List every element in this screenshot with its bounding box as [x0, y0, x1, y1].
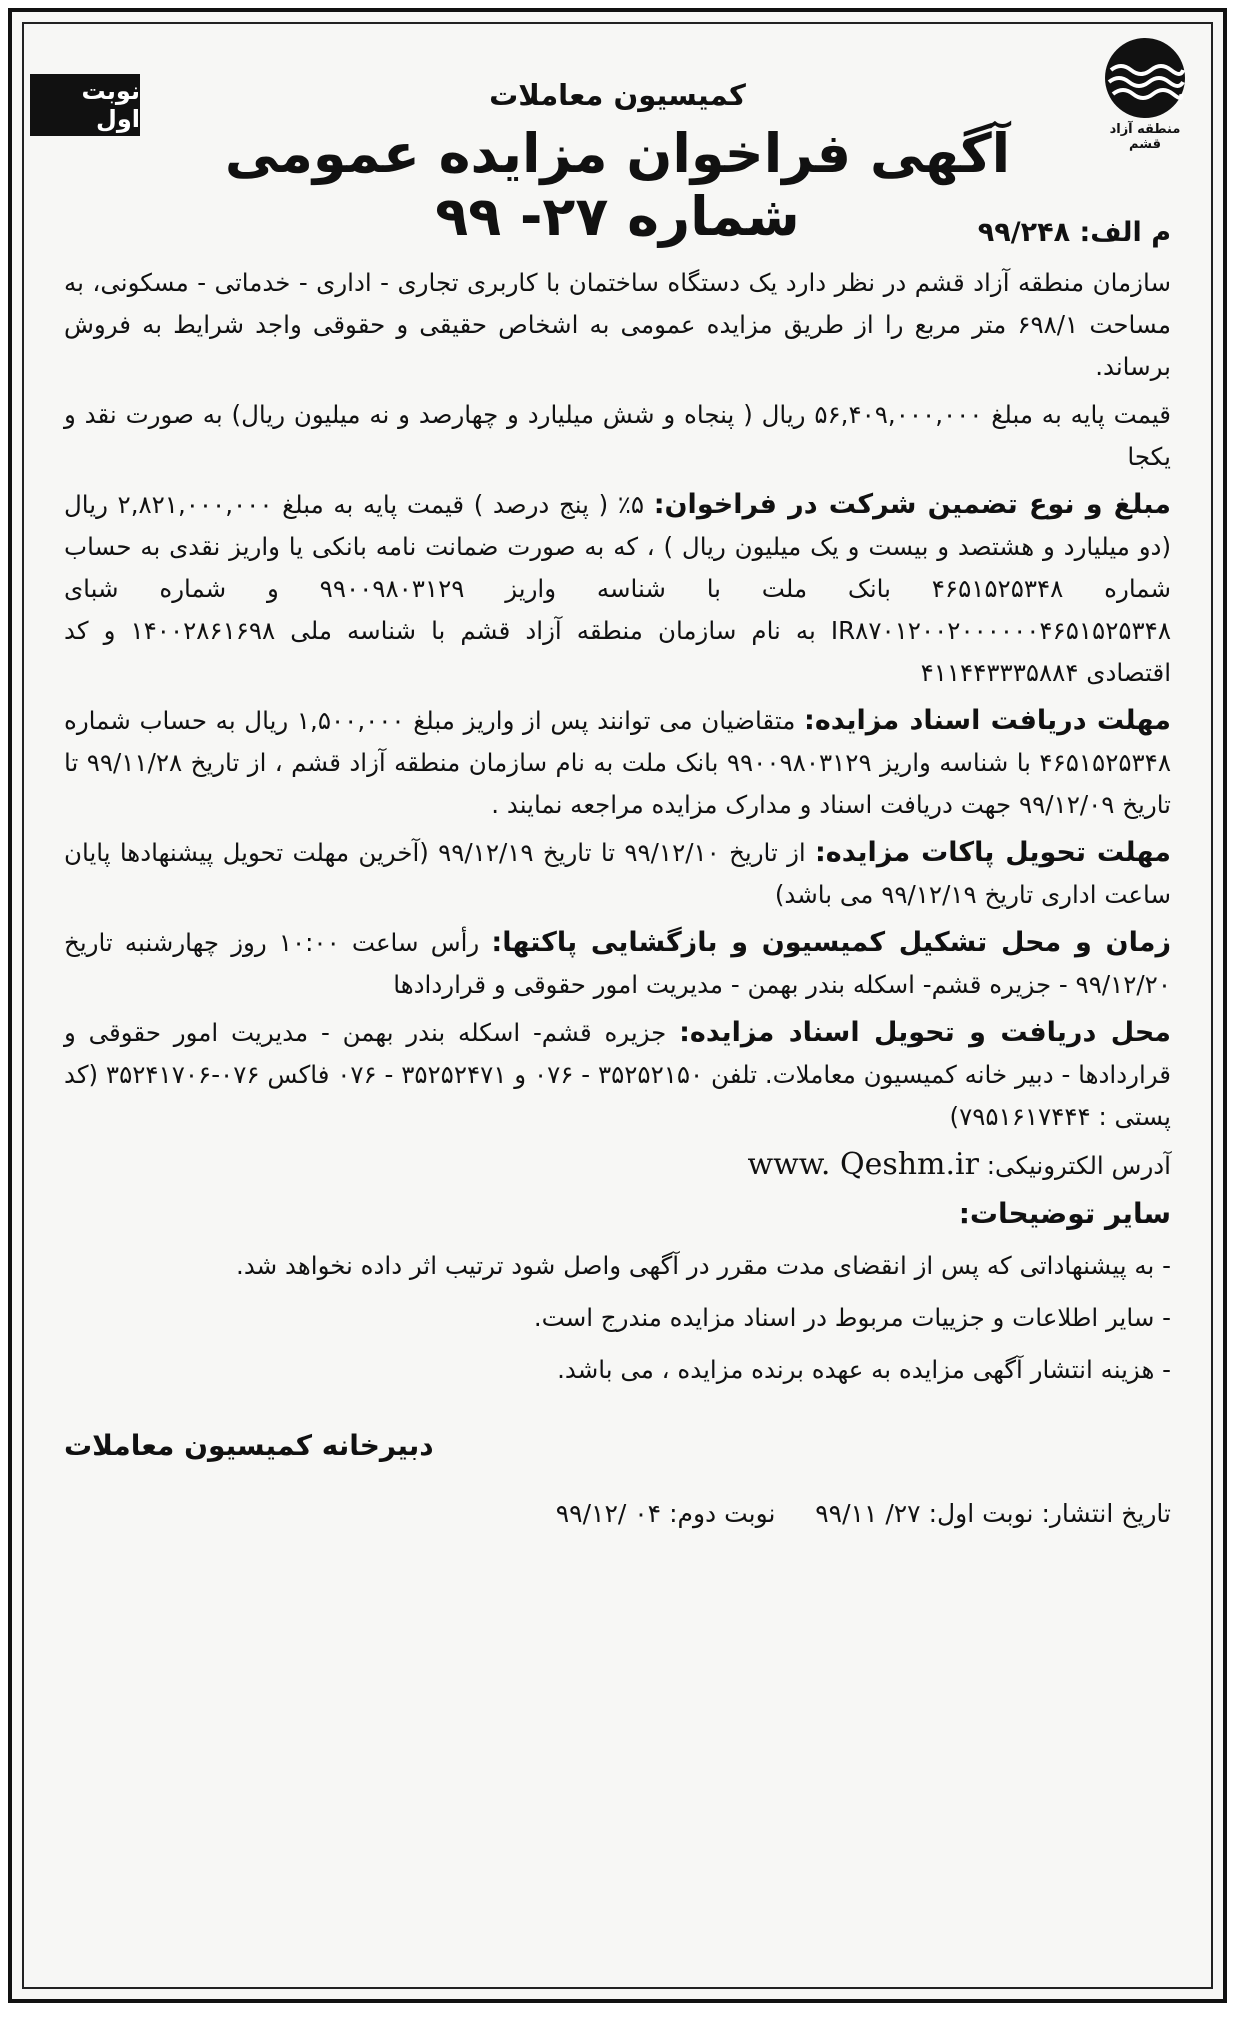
- secretariat-signature: دبیرخانه کمیسیون معاملات: [64, 1429, 434, 1462]
- delivery-text: جزیره قشم- اسکله بندر بهمن - مدیریت امور حقوقی و قراردادها - دبیر خانه کمیسیون معاملات. تلفن ۳۵۲۵۲۱۵۰ - ۰۷۶ و ۳۵۲۵۲۴۷۱ - ۰۷۶ فاکس ۰۷۶-۳۵۲۴۱۷۰۶ (کد پستی : ۷۹۵۱۶۱۷۴۴۴): [64, 1018, 1171, 1131]
- notice-body: [64, 212, 1171, 1541]
- guarantee-paragraph: [64, 484, 1171, 694]
- opening-label: زمان و محل تشکیل کمیسیون و بازگشایی پاکتها:: [491, 927, 1171, 958]
- note-item: - به پیشنهاداتی که پس از انقضای مدت مقرر در آگهی واصل شود ترتیب اثر داده نخواهد شد.: [236, 1251, 1171, 1280]
- intro-paragraph: سازمان منطقه آزاد قشم در نظر دارد یک دستگاه ساختمان با کاربری تجاری - اداری - خدماتی - مسکونی، به مساحت ۶۹۸/۱ متر مربع را از طریق مزایده عمومی به اشخاص حقیقی و حقوقی واجد شرایط به فروش برساند.: [64, 268, 1171, 381]
- other-notes-heading: سایر توضیحات:: [958, 1197, 1171, 1230]
- first-publication-badge: نوبت اول: [30, 74, 140, 136]
- note-item: - سایر اطلاعات و جزییات مربوط در اسناد مزایده مندرج است.: [533, 1303, 1171, 1332]
- guarantee-text: ۵٪ ( پنج درصد ) قیمت پایه به مبلغ ۲,۸۲۱,۰۰۰,۰۰۰ ریال (دو میلیارد و هشتصد و بیست و یک میلیون ریال ) ، که به صورت ضمانت نامه بانکی یا واریز نقدی به حساب شماره ۴۶۵۱۵۲۵۳۴۸ بانک ملت با شناسه واریز ۹۹۰۰۹۸۰۳۱۲۹ و شماره شبای IR۸۷۰۱۲۰۰۲۰۰۰۰۰۰۴۶۵۱۵۲۵۳۴۸ به نام سازمان منطقه آزاد قشم با شناسه ملی ۱۴۰۰۲۸۶۱۶۹۸ و کد اقتصادی ۴۱۱۴۴۳۳۳۵۸۸۴: [64, 490, 1171, 687]
- notice-frame: [8, 8, 1227, 2003]
- website-label: آدرس الکترونیکی:: [986, 1151, 1171, 1180]
- publication-second-label: نوبت دوم:: [669, 1499, 776, 1528]
- notice-title: آگهی فراخوان مزایده عمومی شماره ۲۷- ۹۹: [224, 122, 1011, 248]
- opening-text: رأس ساعت ۱۰:۰۰ روز چهارشنبه تاریخ ۹۹/۱۲/۲۰ - جزیره قشم- اسکله بندر بهمن - مدیریت امور حقوقی و قراردادها: [64, 928, 1171, 999]
- website-link[interactable]: www. Qeshm.ir: [747, 1147, 979, 1182]
- commission-heading: کمیسیون معاملات: [489, 78, 746, 112]
- publication-second-date: ۰۴ /۹۹/۱۲: [555, 1499, 662, 1528]
- docs-deadline-text: متقاضیان می توانند پس از واریز مبلغ ۱,۵۰۰,۰۰۰ ریال به حساب شماره ۴۶۵۱۵۲۵۳۴۸ با شناسه واریز ۹۹۰۰۹۸۰۳۱۲۹ بانک ملت به نام سازمان منطقه آزاد قشم ، از تاریخ ۹۹/۱۱/۲۸ تا تاریخ ۹۹/۱۲/۰۹ جهت دریافت اسناد و مدارک مزایده مراجعه نمایند .: [64, 706, 1171, 819]
- guarantee-label: مبلغ و نوع تضمین شرکت در فراخوان:: [653, 489, 1171, 520]
- publication-dates: [64, 1493, 1171, 1535]
- note-item: - هزینه انتشار آگهی مزایده به عهده برنده مزایده ، می باشد.: [557, 1355, 1171, 1384]
- reference-number: م الف: ۹۹/۲۴۸: [977, 217, 1171, 248]
- website-line: [64, 1144, 1171, 1187]
- logo-caption: منطقه آزاد قشم: [1109, 122, 1181, 152]
- base-price-paragraph: قیمت پایه به مبلغ ۵۶,۴۰۹,۰۰۰,۰۰۰ ریال ( پنجاه و شش میلیارد و چهارصد و نه میلیون ریال) به صورت نقد و یکجا: [64, 400, 1171, 471]
- submission-label: مهلت تحویل پاکات مزایده:: [815, 837, 1171, 868]
- submission-text: از تاریخ ۹۹/۱۲/۱۰ تا تاریخ ۹۹/۱۲/۱۹ (آخرین مهلت تحویل پیشنهادها پایان ساعت اداری تاریخ ۹۹/۱۲/۱۹ می باشد): [64, 838, 1171, 909]
- opening-paragraph: [64, 922, 1171, 1006]
- submission-paragraph: [64, 832, 1171, 916]
- docs-deadline-label: مهلت دریافت اسناد مزایده:: [804, 705, 1171, 736]
- publication-label: تاریخ انتشار: نوبت اول:: [928, 1499, 1171, 1528]
- publication-first-date: ۲۷/ ۹۹/۱۱: [815, 1499, 921, 1528]
- docs-deadline-paragraph: [64, 700, 1171, 826]
- delivery-paragraph: [64, 1012, 1171, 1138]
- delivery-label: محل دریافت و تحویل اسناد مزایده:: [679, 1017, 1172, 1048]
